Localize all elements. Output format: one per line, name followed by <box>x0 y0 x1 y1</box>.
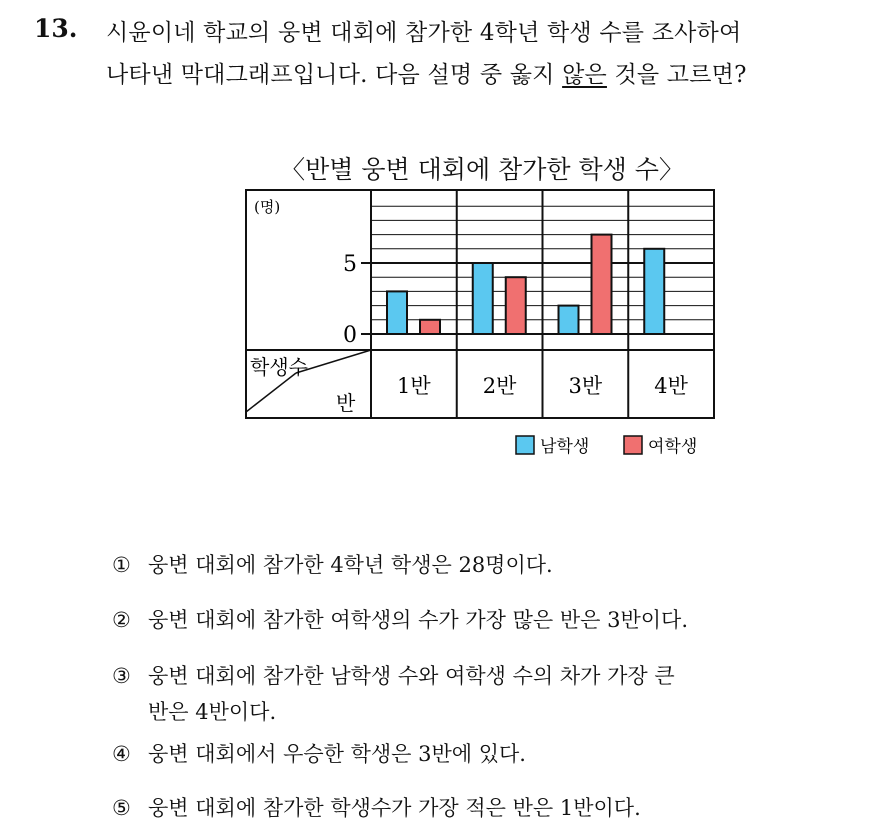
option-3-continued: 반은 4반이다. <box>148 700 277 724</box>
x-tick-label-2: 2반 <box>482 374 517 398</box>
bar-1반-여학생 <box>420 320 440 334</box>
bar-3반-여학생 <box>592 235 612 334</box>
legend-label-boys: 남학생 <box>540 437 590 457</box>
x-tick-label-4: 4반 <box>654 374 688 398</box>
question-line2-prefix: 나타낸 막대그래프입니다. 다음 설명 중 옳지 <box>106 62 563 88</box>
bar-3반-남학생 <box>559 306 579 334</box>
bar-4반-남학생 <box>644 249 664 334</box>
legend-label-girls: 여학생 <box>648 437 698 457</box>
bar-2반-남학생 <box>473 263 493 334</box>
question-underlined-word: 않은 <box>562 62 607 88</box>
option-4-number: ④ <box>112 742 131 766</box>
x-tick-label-1: 1반 <box>397 374 431 398</box>
y-tick-label-5: 5 <box>343 252 357 277</box>
y-unit-label: (명) <box>254 198 281 216</box>
option-1-text: 웅변 대회에 참가한 4학년 학생은 28명이다. <box>148 553 553 577</box>
y-tick-label-0: 0 <box>343 323 357 348</box>
corner-label-class: 반 <box>336 391 356 415</box>
corner-label-students: 학생수 <box>250 355 308 379</box>
legend-swatch-boys <box>516 436 534 454</box>
option-3[interactable] <box>112 660 675 690</box>
option-3-number: ③ <box>112 664 131 688</box>
question-number: 13. <box>34 14 78 43</box>
option-1[interactable] <box>112 549 553 579</box>
option-3-text: 웅변 대회에 참가한 남학생 수와 여학생 수의 차가 가장 큰 <box>148 664 675 688</box>
legend-swatch-girls <box>624 436 642 454</box>
option-4-text: 웅변 대회에서 우승한 학생은 3반에 있다. <box>148 742 526 766</box>
option-5-number: ⑤ <box>112 796 131 820</box>
legend <box>516 436 697 457</box>
x-tick-label-3: 3반 <box>568 374 603 398</box>
option-1-number: ① <box>112 553 131 577</box>
option-2[interactable] <box>112 604 688 634</box>
option-2-text: 웅변 대회에 참가한 여학생의 수가 가장 많은 반은 3반이다. <box>148 608 689 632</box>
chart-title: 〈반별 웅변 대회에 참가한 학생 수〉 <box>280 155 684 184</box>
question-line2-suffix: 것을 고르면? <box>606 62 747 88</box>
option-2-number: ② <box>112 608 131 632</box>
option-5-text: 웅변 대회에 참가한 학생수가 가장 적은 반은 1반이다. <box>148 796 641 820</box>
bar-2반-여학생 <box>506 277 526 334</box>
question-text-line1: 시윤이네 학교의 웅변 대회에 참가한 4학년 학생 수를 조사하여 <box>106 20 742 46</box>
option-4[interactable] <box>112 738 526 768</box>
bar-1반-남학생 <box>387 291 407 334</box>
option-5[interactable] <box>112 792 641 822</box>
